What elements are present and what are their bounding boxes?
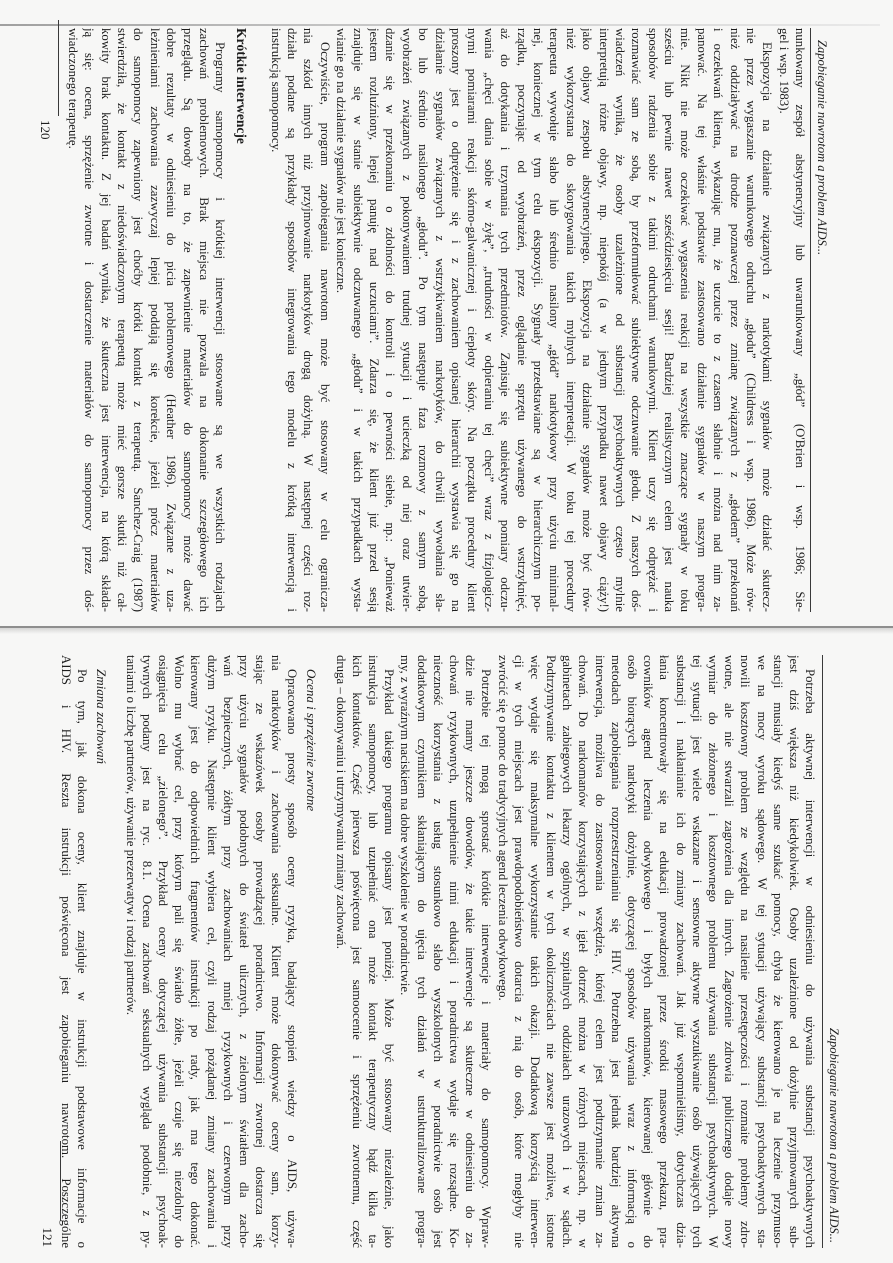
paragraph bbox=[333, 28, 776, 612]
text-line: chowań ryzykownych, uzupełnienie nimi edukacji i poradnictwa wydaje się rozsądne. Ko- bbox=[446, 655, 461, 1248]
text-line: wyobrażeń związanych z pokonywaniem trudnej sytuacji i ucieczką od niej oraz utwier- bbox=[399, 28, 414, 612]
running-header: Zapobieganie nawrotom a problem AIDS... bbox=[827, 1027, 841, 1243]
text-line: zachowań problemowych. Brak miejsca nie pozwala na dokonanie szczegółowego ich bbox=[196, 28, 211, 612]
text-line: Przykład takiego programu opisany jest poniżej. Może być stosowany niezależnie, jako bbox=[382, 669, 397, 1248]
text-line: przy użyciu sygnałów podobnych do świateł ulicznych, z zielonym światłem dla zacho- bbox=[236, 655, 251, 1248]
text-line: sposobów radzenia sobie z takimi odruchami warunkowymi. Klient uczy się odprężać i bbox=[645, 28, 660, 612]
text-line: proszony jest o odprężenie się i z zachowaniem opisanej hierarchii wystawia się go na bbox=[449, 28, 463, 612]
text-line: interwencja, możliwa do zastosowania wszędzie, której celem jest podtrzymanie zmian za- bbox=[592, 655, 607, 1248]
text-line: instrukcją samopomocy. bbox=[268, 28, 283, 153]
text-line: nia narkotyków i zachowania seksualne. Klient może dokonywać oceny sam, korzy- bbox=[269, 655, 284, 1248]
text-line: dobre rezultaty w odniesieniu do picia problemowego (Heather 1986). Związane z uza- bbox=[164, 28, 179, 612]
text-line: Oczywiście, program zapobiegania nawrotom może być stosowany w celu ogranicza- bbox=[317, 42, 332, 612]
text-line: panować. Na tej właśnie podstawie zastosowano działanie sygnałów w naszym progra- bbox=[694, 28, 709, 612]
text-line: nie przez wygaszanie warunkowego odruchu „głodu” (Childress i wsp. 1986). Może rów- bbox=[744, 28, 759, 612]
text-line: chowań. Do narkomanów korzystających z igieł dotrzeć można w różnych miejscach, np. w bbox=[576, 655, 591, 1248]
text-line: stancji musiały kiedyś same szukać pomocy, chyba że kierowano je na leczenie przymuso- bbox=[770, 655, 785, 1248]
text-line: gel i wsp. 1983). bbox=[776, 28, 791, 114]
text-line: jestem rozluźniony, lepiej panuję nad uczuciami”. Zdarza się, że klient już przed sesją bbox=[367, 28, 382, 612]
text-line: dzie nie mamy jeszcze dowodów, że takie interwencje są skuteczne w odniesieniu do za- bbox=[463, 655, 478, 1248]
text-line: Programy samopomocy i krótkiej interwencji stosowane są we wszystkich rodzajach bbox=[213, 42, 228, 612]
paragraph bbox=[494, 655, 818, 1248]
text-line: druga – dokonywaniu i utrzymywaniu zmiany zachowań. bbox=[333, 655, 348, 949]
page-gutter-shadow bbox=[0, 628, 893, 634]
text-line: sześciu lub pewnie nawet sześćdziesięciu sesji! Bardziej realistycznym celem jest nauka bbox=[662, 28, 677, 612]
text-line: metodach zapobiegania rozprzestrzenianiu się HIV. Potrzebna jest jednak bardziej aktywna bbox=[608, 655, 623, 1248]
paragraph bbox=[64, 28, 228, 612]
running-header: Zapobieganie nawrotom a problem AIDS... bbox=[815, 40, 829, 256]
text-line: jest dziś większa niż kiedykolwiek. Osoby uzależnione od dożylnie przyjmowanych sub- bbox=[786, 655, 801, 1248]
text-line: nowili kosztowny problem ze względu na nasilenie przestępczości i rozmaite problemy zdro- bbox=[738, 655, 753, 1248]
text-line: dużym ryzyku. Następnie klient wybiera cel, czyli rodzaj pożądanej zmiany zachowania i bbox=[204, 655, 219, 1248]
text-line: instrukcja samopomocy, lub uzupełniać ona może kontakt terapeutyczny bądź kilka ta- bbox=[366, 655, 381, 1248]
text-line: gabinetach zabiegowych lekarzy ogólnych, w szpitalnych oddziałach urazowych i w sądach. bbox=[560, 655, 575, 1248]
header-rule bbox=[822, 655, 823, 1248]
text-line: Ekspozycja na działanie związanych z narkotykami sygnałów może działać skutecz- bbox=[760, 42, 775, 612]
text-line: nej, koniecznej w tym celu ekspozycji. Sygnały przedstawiane są w hierarchicznym po- bbox=[530, 28, 545, 612]
text-line: zwrócić się o pomoc do tradycyjnych agend leczenia odwykowego. bbox=[495, 655, 510, 1001]
text-line: AIDS i HIV. Reszta instrukcji poświęcona jest zapobieganiu nawrotom. Poszczególne bbox=[59, 655, 74, 1248]
text-line: kich kontaktów. Część pierwsza poświęcona jest samoocenie i sprzężeniu zwrotnemu, część bbox=[349, 655, 364, 1248]
text-line: nieczność korzystania z usług stosunkowo słabo wyszkolonych w poradnictwie osób jest bbox=[430, 655, 445, 1248]
text-line: taniami o liczbę partnerów, używanie prezerwatyw i rodzaj partnerów. bbox=[123, 655, 138, 1016]
text-line: we na mocy wyroku sądowego. W tej sytuacji używający substancji psychoaktywnych sta- bbox=[754, 655, 769, 1248]
text-line: Opracowano prosty sposób oceny ryzyka, badający stopień wiedzy o AIDS, używa- bbox=[285, 669, 300, 1248]
text-line: cji w tych miejscach jest prawdopodobieństwo dotarcia z nią do osób, które mogłyby nie bbox=[511, 655, 526, 1248]
left-page bbox=[30, 20, 840, 620]
page-number: 120 bbox=[38, 120, 53, 140]
text-line: łania koncentrowały się na edukacji prowadzonej przez środki masowego przekazu, pra- bbox=[657, 655, 672, 1248]
text-line: nunkowany zespół abstynencyjny lub uwarunkowany „głód” (O'Brien i wsp. 1986; Sie- bbox=[793, 28, 808, 612]
right-page bbox=[30, 650, 852, 1255]
text-line: tywnych podany jest na ryc. 8.1. Ocena zachowań seksualnych wygląda podobnie, z py- bbox=[139, 655, 154, 1248]
text-line: Podtrzymywanie kontaktu z klientem w tych okolicznościach nie zawsze jest możliwe, istotne bbox=[544, 655, 559, 1248]
paragraph bbox=[58, 655, 90, 1248]
page-body bbox=[58, 655, 818, 1248]
text-line: Potrzeba aktywnej interwencji w odniesieniu do używania substancji psychoaktywnych bbox=[803, 669, 818, 1248]
text-line: kowity brak kontaktu. Z jej badań wynika, że skuteczna jest interwencja, na którą składa- bbox=[98, 28, 113, 612]
header-rule bbox=[810, 28, 811, 612]
text-line: tej sytuacji jest wielce wskazane i sensowne aktywne wyszukiwanie osób używających tych bbox=[689, 655, 704, 1248]
text-line: kierowany jest do odpowiednich fragmentów instrukcji po rady, jak ma tego dokonać. bbox=[188, 655, 203, 1248]
text-line: interpretują różne objawy, np. niepokój (a w jednym przypadku nawet objawy ciąży!) bbox=[596, 28, 611, 612]
text-line: rządku, poczynając od wyobrażeń, przez oglądanie sprzętu używanego do wstrzyknięć, bbox=[514, 28, 529, 612]
subsection-heading: Ocena i sprzężenie zwrotne bbox=[304, 669, 320, 812]
text-line: osiągnięcia celu „zielonego”. Przykład oceny dotyczącej używania substancji psychoak- bbox=[155, 655, 170, 1248]
page-body bbox=[64, 28, 808, 612]
text-line: nież oddziaływać na drodze poznawczej przez zmianę związanych z „głodem” przekonań bbox=[727, 28, 742, 612]
text-line: ją się: ocena, sprzężenie zwrotne i dostarczenie materiałów do samopomocy przez doś- bbox=[82, 28, 97, 612]
text-line: Wolno mu wybrać cel, przy którym pali się światło żółte, jeżeli czuje się niezdolny do bbox=[172, 655, 187, 1248]
text-line: cowników agend leczenia odwykowego i byłych narkomanów, kierowanej głównie do bbox=[641, 655, 656, 1248]
text-line: nież wykorzystana do skorygowania takich mylnych interpretacji. W toku tej procedury bbox=[563, 28, 578, 612]
text-line: terapeuta wywołuje słabo lub średnio nasilony „głód” narkotykowy przy użyciu minimal- bbox=[547, 28, 562, 612]
text-line: wymiar do złożonego i kosztownego problemu używania substancji psychoaktywnych. W bbox=[705, 655, 720, 1248]
text-line: bo lub średnio nasilonego „głodu”. Po tym następuje faza rozmowy z samym sobą, bbox=[416, 28, 431, 612]
text-line: wania „chęci dania sobie w żyłę”, „trudności w odpieraniu tej chęci” wraz z fizjologicz- bbox=[481, 28, 496, 612]
text-line: znajduje się w stanie subiektywnie odczuwanego „głodu” i w takich przypadkach wysta- bbox=[350, 28, 365, 612]
text-line: jako objawy zespołu abstynencyjnego. Ekspozycja na działanie sygnałów może być rów- bbox=[580, 28, 595, 612]
text-line: do samopomocy zapewniony jest choćby krótki kontakt z terapeutą. Sanchez-Craig (1987) bbox=[131, 28, 146, 612]
text-line: nymi pomiarami reakcji skórno-galwanicznej i ciepłoty skóry. Na początku procedury klient bbox=[465, 28, 480, 612]
text-line: działu podane są przykłady sposobów integrowania tego modelu z krótką interwencją i bbox=[285, 28, 300, 612]
text-line: Po tym, jak dokona oceny, klient znajduje w instrukcji podstawowe informacje o bbox=[75, 669, 90, 1248]
text-line: my, z wyraźnym naciskiem na dobre wyszkolenie w poradnictwie. bbox=[398, 655, 413, 996]
text-line: działanie sygnałów związanych z wstrzykiwaniem narkotyków, do chwili wywołania sła- bbox=[432, 28, 447, 612]
paragraph bbox=[332, 655, 397, 1248]
text-line: dodatkowym czynnikiem skłaniającym do ujęcia tych działań w ustrukturalizowane progra- bbox=[414, 655, 429, 1248]
text-line: stając ze wskazówek osoby prowadzącej poradnictwo. Informacji zwrotnej dostarcza się bbox=[253, 655, 268, 1248]
text-line: wiadczeń wynika, że osoby uzależnione od substancji psychoaktywnych często mylnie bbox=[612, 28, 627, 612]
subsection-heading: Zmiana zachowań bbox=[94, 669, 110, 764]
paragraph bbox=[397, 655, 494, 1248]
text-line: więc wydaje się maksymalne wykorzystanie takich okazji. Dodatkową korzyścią interwen- bbox=[527, 655, 542, 1248]
text-line: wań bezpiecznych, żółtym przy zachowaniach mniej ryzykownych i czerwonym przy bbox=[220, 655, 235, 1248]
text-line: wiadczonego terapeutę. bbox=[65, 28, 80, 149]
paragraph bbox=[267, 28, 333, 612]
text-line: mie. Nikt nie może oczekiwać wygaszenia reakcji na wszystkie znaczące sygnały w toku bbox=[678, 28, 693, 612]
text-line: osób biorących narkotyki dożylnie, dotyczącej sposobów używania wraz z informacją o bbox=[625, 655, 640, 1248]
text-line: substancji i nakłanianie ich do zmiany zachowań. Jak już wspomnieliśmy, dotychczas dzia- bbox=[673, 655, 688, 1248]
text-line: wianie go na działanie sygnałów nie jest konieczne. bbox=[334, 28, 349, 294]
text-line: wotne, ale nie stwarzali zagrożenia dla innych. Zagrożenie zdrowia publicznego dodaje nowy bbox=[722, 655, 737, 1248]
text-line: stwierdziła, że kontakt z niedoświadczonym terapeutą może mieć gorsze skutki niż cał- bbox=[114, 28, 129, 612]
footer-rule bbox=[58, 20, 59, 116]
text-line: i oczekiwań klienta, wykazując mu, że uczucie to z czasem słabnie i można nad nim za- bbox=[711, 28, 726, 612]
text-line: aż do dotykania i trzymania tych przedmiotów. Zapisuje się subiektywne pomiary odczu- bbox=[498, 28, 513, 612]
page-number: 121 bbox=[40, 1227, 55, 1247]
text-line: Potrzebie tej mogą sprostać krótkie interwencje i materiały do samopomocy. Wpraw- bbox=[479, 669, 494, 1248]
text-line: leżnieniami zachowania zazwyczaj lepiej poddają się korekcie, jeżeli prócz materiałów bbox=[147, 28, 162, 612]
paragraph bbox=[775, 28, 808, 612]
text-line: przeglądu. Są dowody na to, że zapewnienie materiałów do samopomocy może dawać bbox=[180, 28, 195, 612]
section-heading: Krótkie interwencje bbox=[234, 28, 250, 144]
text-line: rozmawiać sam ze sobą, by przeformułować subiektywne odczuwanie głodu. Z naszych doś- bbox=[629, 28, 644, 612]
paragraph bbox=[122, 655, 300, 1248]
text-line: nia szkód innych niż przyjmowanie narkotyków drogą dożylną. W następnej części roz- bbox=[301, 28, 316, 612]
text-line: dzanie się w przekonaniu o zdolności do kontroli i o pewności siebie, np.: „Ponieważ bbox=[383, 28, 398, 612]
footer-rule bbox=[60, 1141, 61, 1221]
